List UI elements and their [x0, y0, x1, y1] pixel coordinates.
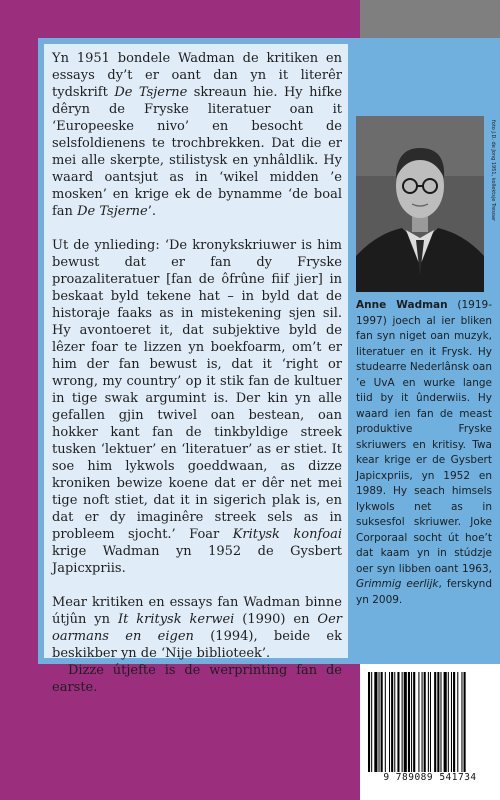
barcode-bar — [389, 672, 390, 772]
author-bio: Anne Wadman (1919-1997) joech al ier bliken fan syn niget oan muzyk, literatuer en it Frysk. Hy studearre Nederlânsk oan ’e UvA en wurke lange tiid by it ûnderwiis. Hy waard ien fan de meast produktive Fryske skriuwers en kritisy. Twa kear krige er de Gysbert Japicxpriis, yn 1952 en 1989. Hy seach himsels lykwols net as in suksesfol skriuwer. Joke Corporaal socht út hoe’t dat kaam yn in stúdzje oer syn libben oant 1963, Grimmig eerlijk, ferskynd yn 2009. — [356, 299, 492, 606]
barcode-bar — [394, 672, 395, 772]
barcode-bar — [453, 672, 455, 772]
isbn-number: 9 789089 541734 — [383, 772, 477, 783]
author-name: Anne Wadman — [356, 299, 448, 311]
barcode-bar — [374, 672, 377, 772]
barcode-bar — [385, 672, 386, 772]
barcode-bar — [371, 672, 372, 772]
barcode-bar — [422, 672, 423, 772]
barcode-bar — [451, 672, 452, 772]
barcode-bar — [413, 672, 415, 772]
barcode-bar — [397, 672, 399, 772]
barcode-bar — [437, 672, 439, 772]
barcode-bar — [408, 672, 410, 772]
paragraph-3: Mear kritiken en essays fan Wadman binne útjûn yn It kritysk kerwei (1990) en Oer oarmans en eigen (1994), beide ek beskikber yn de ‘Nije biblioteek’. — [52, 595, 343, 661]
barcode-bar — [368, 672, 370, 772]
barcode-bar — [461, 672, 462, 772]
barcode-bar — [440, 672, 441, 772]
barcode-bar — [457, 672, 458, 772]
main-text — [52, 50, 342, 696]
barcode-bar — [444, 672, 447, 772]
paragraph-1: Yn 1951 bondele Wadman de kritiken en essays dy’t er oant dan yn it literêr tydskrift De Tsjerne skreaun hie. Hy hifke dêryn de Fryske literatuer oan it ‘Europeeske nivo’ en besocht de selsfoldienens te trochbrekken. Dat die er mei alle skerpte, stilistysk en ynhâldlik. Hy waard oantsjut as in ‘wikel midden ’e mosken’ en krige ek de bynamme ‘de boal fan De Tsjerne’. — [52, 51, 343, 219]
photo-credit: foto J.D. de Jong 1951, kollektsje Tresoar — [490, 120, 496, 222]
author-portrait — [356, 116, 484, 292]
barcode-bar — [404, 672, 407, 772]
barcode-bar — [428, 672, 429, 772]
barcode-bar — [434, 672, 436, 772]
barcode-bar — [411, 672, 412, 772]
barcode-bar — [430, 672, 431, 772]
paragraph-2: Ut de ynlieding: ‘De kronykskriuwer is him bewust dat er fan dy Fryske proazaliteratuer [fan de ôfrûne fiif jier] in beskaat byld tekene hat – in byld dat de historaje faaks as in mistekening sjen sil. Hy avontoeret it, dat subjektive byld de lêzer foar te lizzen yn boekfoarm, om’t er him der fan bewust is, dat it ‘right or wrong, my country’ op it stik fan de kultuer in tige swak argumint is. Der kin yn alle gefallen gjin twivel oan bestean, oan hokker kant fan de tinkbyldige streek tusken ‘lektuer’ en ‘literatuer’ as er stiet. It soe him lykwols goeddwaan, as dizze kroniken bewize koene dat er dêr net mei tige noft stiet, dat it in sigerich plak is, en dat er dy imaginêre streek sels as in probleem sjocht.’ Foar Kritysk konfoai krige Wadman yn 1952 de Gysbert Japicxpriis. — [52, 238, 342, 576]
barcode-bar — [402, 672, 403, 772]
barcode-bar — [424, 672, 426, 772]
barcode-bar — [418, 672, 419, 772]
barcode-bar — [448, 672, 449, 772]
barcode-bar — [464, 672, 466, 772]
paragraph-4: Dizze útjefte is de werprinting fan de earste. — [52, 663, 342, 695]
barcode-bar — [391, 672, 393, 772]
barcode — [366, 672, 494, 772]
barcode-bar — [379, 672, 380, 772]
barcode-bar — [381, 672, 383, 772]
